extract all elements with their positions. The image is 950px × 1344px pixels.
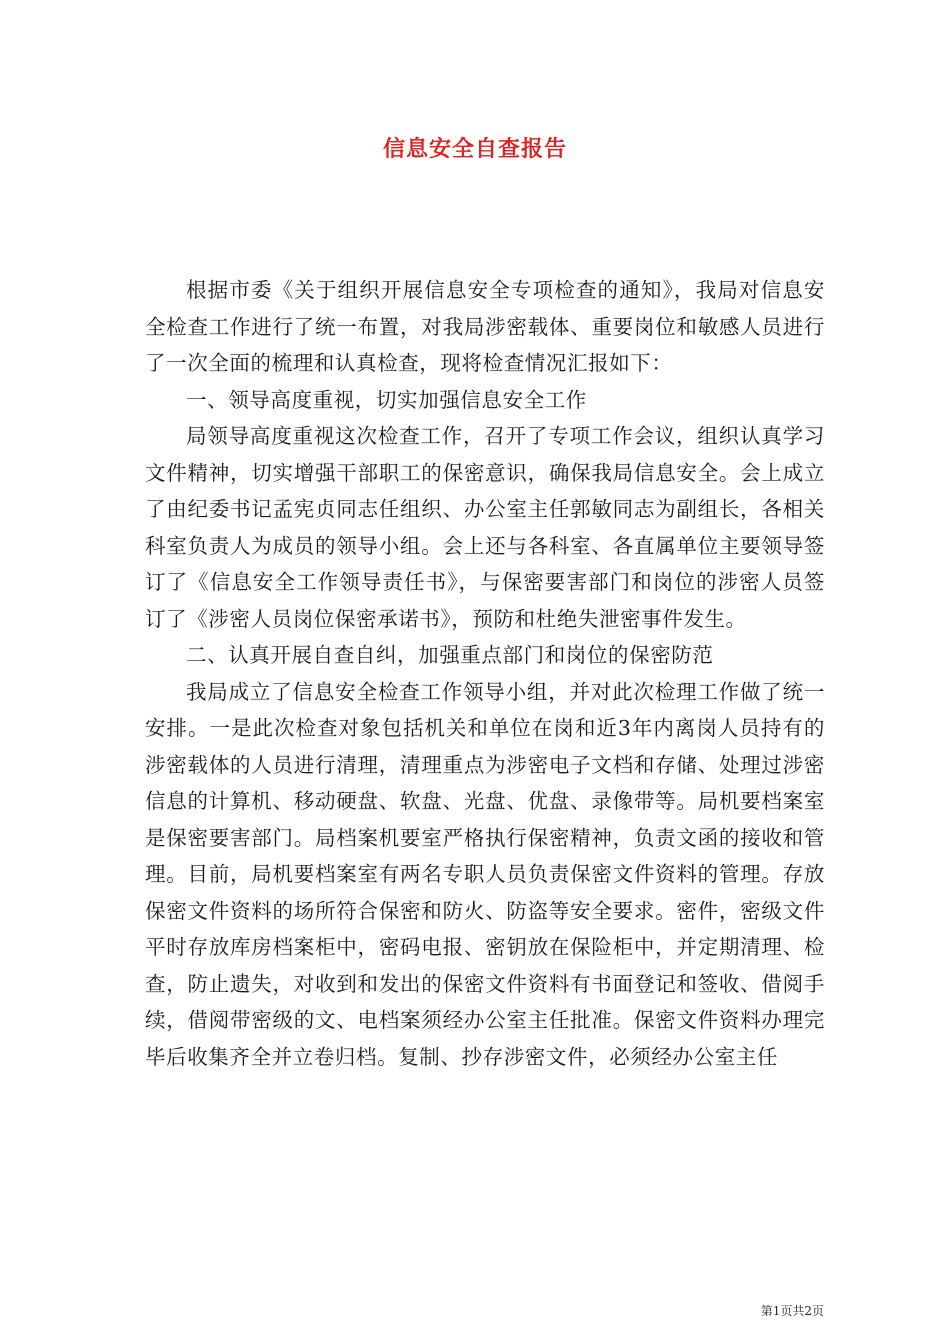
page-number-footer: 第1页共2页 [760, 1304, 824, 1318]
paragraph-section-1: 局领导高度重视这次检查工作，召开了专项工作会议，组织认真学习文件精神，切实增强干部职工的保密意识，确保我局信息安全。会上成立了由纪委书记孟宪贞同志任组织、办公室主任郭敏同志为副组长，各相关科室负责人为成员的领导小组。会上还与各科室、各直属单位主要领导签订了《信息安全工作领导责任书》，与保密要害部门和岗位的涉密人员签订了《涉密人员岗位保密承诺书》，预防和杜绝失泄密事件发生。 [145, 424, 825, 631]
section-heading-2: 二、认真开展自查自纠，加强重点部门和岗位的保密防范 [186, 643, 714, 667]
document-body [145, 272, 825, 1075]
section-heading-1: 一、领导高度重视，切实加强信息安全工作 [186, 387, 587, 412]
paragraph-section-2: 我局成立了信息安全检查工作领导小组，并对此次检理工作做了统一安排。一是此次检查对象包括机关和单位在岗和近3年内离岗人员持有的涉密载体的人员进行清理，清理重点为涉密电子文档和存储、处理过涉密信息的计算机、移动硬盘、软盘、光盘、优盘、录像带等。局机要档案室是保密要害部门。局档案机要室严格执行保密精神，负责文函的接收和管理。目前，局机要档案室有两名专职人员负责保密文件资料的管理。存放保密文件资料的场所符合保密和防火、防盗等安全要求。密件，密级文件平时存放库房档案柜中，密码电报、密钥放在保险柜中，并定期清理、检查，防止遗失，对收到和发出的保密文件资料有书面登记和签收、借阅手续，借阅带密级的文、电档案须经办公室主任批准。保密文件资料办理完毕后收集齐全并立卷归档。复制、抄存涉密文件，必须经办公室主任 [145, 679, 825, 1069]
paragraph-intro: 根据市委《关于组织开展信息安全专项检查的通知》，我局对信息安全检查工作进行了统一布置，对我局涉密载体、重要岗位和敏感人员进行了一次全面的梳理和认真检查，现将检查情况汇报如下： [145, 278, 825, 375]
document-title: 信息安全自查报告 [382, 136, 567, 162]
